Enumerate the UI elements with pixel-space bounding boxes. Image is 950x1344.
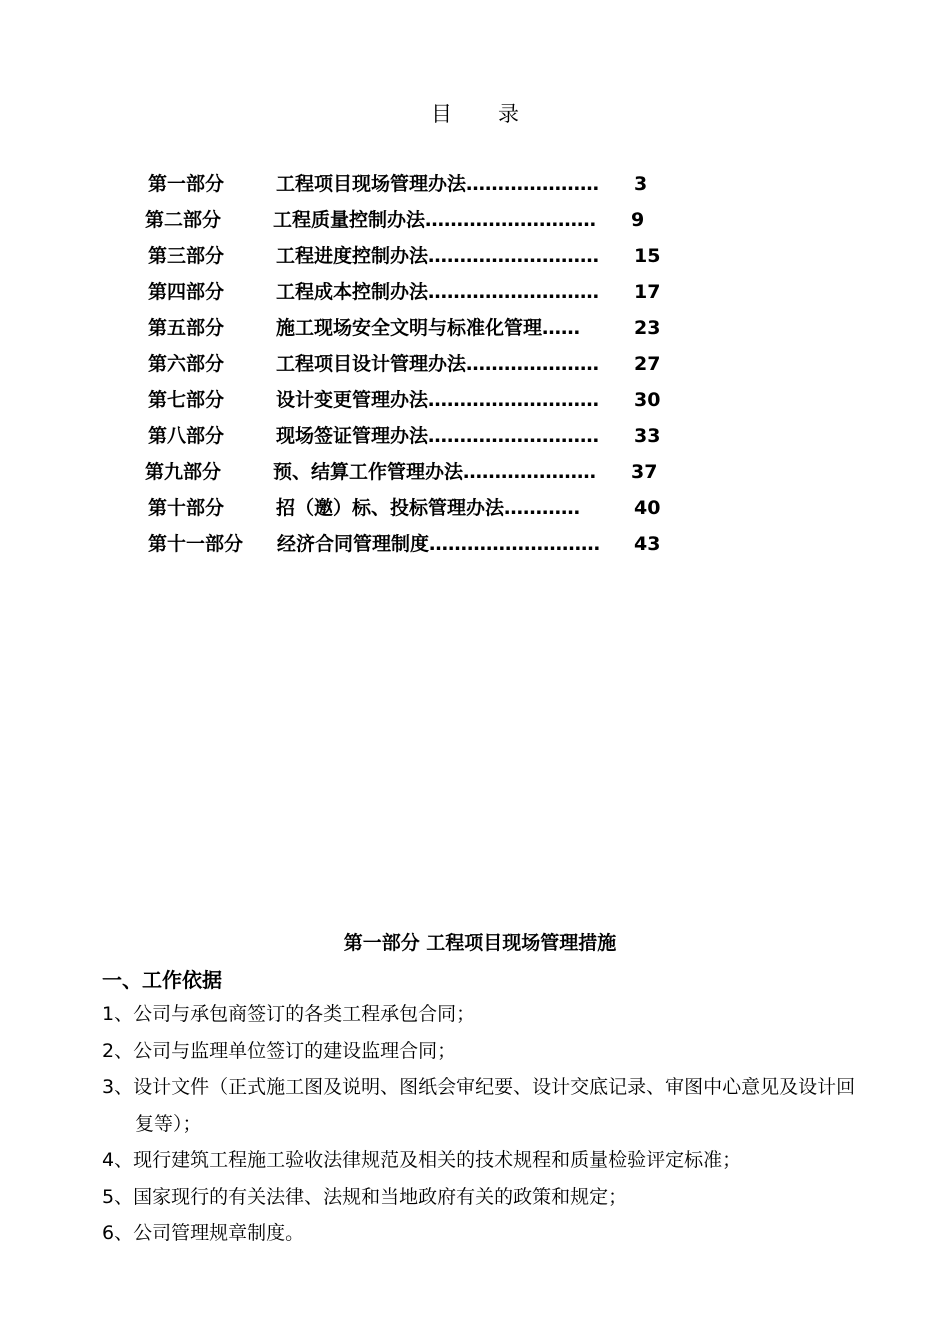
toc-entry-part: 第十一部分 bbox=[148, 533, 244, 555]
toc-entry-part: 第七部分 bbox=[148, 389, 225, 411]
toc-entry-page: 43 bbox=[634, 533, 661, 555]
list-item: 3、设计文件（正式施工图及说明、图纸会审纪要、设计交底记录、审图中心意见及设计回复等）； bbox=[102, 1076, 856, 1135]
toc-entry-name: 经济合同管理制度……………………… bbox=[277, 533, 601, 555]
toc-entry-page: 27 bbox=[634, 353, 661, 375]
toc-entry-name: 招（邀）标、投标管理办法………… bbox=[276, 497, 581, 519]
toc-entry[interactable] bbox=[148, 238, 708, 274]
toc-entry-part: 第十部分 bbox=[148, 497, 225, 519]
toc-entry[interactable] bbox=[148, 346, 708, 382]
toc-entry-name: 施工现场安全文明与标准化管理…… bbox=[276, 317, 581, 339]
toc-entry-name: 工程成本控制办法……………………… bbox=[276, 281, 600, 303]
toc-entry-name: 预、结算工作管理办法………………… bbox=[273, 461, 597, 483]
toc-entry-part: 第九部分 bbox=[145, 461, 222, 483]
toc-entry-page: 33 bbox=[634, 425, 661, 447]
section-heading: 一、工作依据 bbox=[102, 968, 222, 992]
toc-entry-name: 工程质量控制办法……………………… bbox=[273, 209, 597, 231]
toc-entry-name: 现场签证管理办法……………………… bbox=[276, 425, 600, 447]
table-of-contents bbox=[145, 166, 708, 562]
toc-entry[interactable] bbox=[148, 526, 708, 562]
toc-entry-page: 30 bbox=[634, 389, 661, 411]
toc-entry-part: 第五部分 bbox=[148, 317, 225, 339]
toc-title-left: 目 bbox=[431, 102, 452, 126]
toc-entry-part: 第四部分 bbox=[148, 281, 225, 303]
toc-entry[interactable] bbox=[148, 418, 708, 454]
section-title: 第一部分 工程项目现场管理措施 bbox=[343, 932, 617, 954]
toc-entry-part: 第六部分 bbox=[148, 353, 225, 375]
toc-title-right: 录 bbox=[498, 102, 519, 126]
basis-list bbox=[102, 996, 862, 1252]
toc-entry[interactable] bbox=[148, 310, 708, 346]
list-item: 2、公司与监理单位签订的建设监理合同； bbox=[102, 1039, 457, 1062]
toc-entry-part: 第八部分 bbox=[148, 425, 225, 447]
toc-entry-page: 23 bbox=[634, 317, 661, 339]
toc-entry-name: 设计变更管理办法……………………… bbox=[276, 389, 600, 411]
toc-entry-name: 工程项目设计管理办法………………… bbox=[276, 353, 600, 375]
toc-entry-part: 第三部分 bbox=[148, 245, 225, 267]
toc-entry-name: 工程进度控制办法……………………… bbox=[276, 245, 600, 267]
list-item: 6、公司管理规章制度。 bbox=[102, 1222, 305, 1244]
list-item: 4、现行建筑工程施工验收法律规范及相关的技术规程和质量检验评定标准； bbox=[102, 1149, 742, 1171]
toc-entry-page: 37 bbox=[631, 461, 658, 483]
toc-entry[interactable] bbox=[148, 382, 708, 418]
toc-entry-page: 40 bbox=[634, 497, 661, 519]
toc-entry[interactable] bbox=[145, 454, 708, 490]
toc-entry[interactable] bbox=[148, 166, 708, 202]
list-item: 1、公司与承包商签订的各类工程承包合同； bbox=[102, 1003, 476, 1025]
toc-entry-part: 第二部分 bbox=[145, 209, 222, 231]
toc-entry-name: 工程项目现场管理办法………………… bbox=[276, 173, 600, 195]
toc-entry-page: 15 bbox=[634, 245, 661, 267]
toc-entry[interactable] bbox=[148, 274, 708, 310]
toc-entry[interactable] bbox=[145, 202, 708, 238]
list-item: 5、国家现行的有关法律、法规和当地政府有关的政策和规定； bbox=[102, 1185, 628, 1208]
toc-entry[interactable] bbox=[148, 490, 708, 526]
toc-title bbox=[0, 98, 950, 128]
toc-entry-page: 3 bbox=[634, 173, 648, 195]
toc-entry-page: 17 bbox=[634, 281, 661, 303]
toc-entry-page: 9 bbox=[631, 209, 645, 231]
toc-entry-part: 第一部分 bbox=[148, 173, 225, 195]
